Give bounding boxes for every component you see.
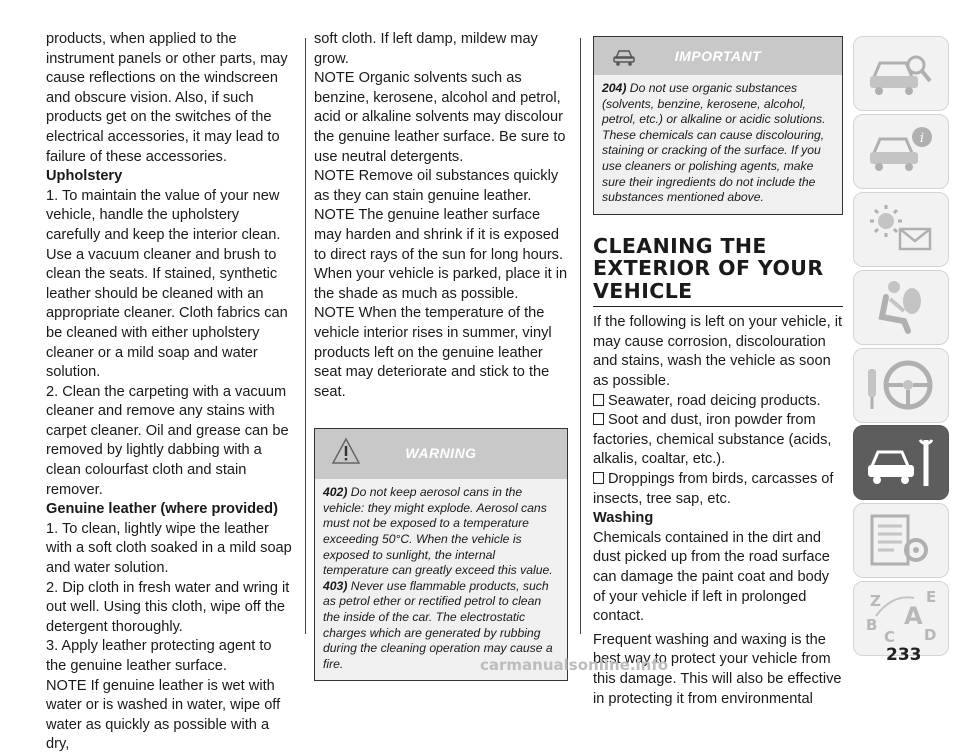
paragraph: Frequent washing and waxing is the best way to protect your vehicle from this damage. This will also be effective in protecting it from environmental [593, 631, 842, 707]
paragraph: 2. Clean the carpeting with a vacuum cleaner and remove any stains with carpet cleaner. Oil and grease can be removed by lightly dabbing with a clean colourfast cloth and stain remover. [46, 383, 289, 498]
important-title: IMPORTANT [674, 48, 762, 64]
heading-washing: Washing [593, 510, 654, 527]
sidebar-tab-car-search[interactable] [853, 36, 949, 111]
column-middle [314, 30, 568, 681]
column-left [46, 30, 294, 755]
section-title: CLEANING THE EXTERIOR OF YOUR VEHICLE [593, 235, 843, 308]
car-info-icon [864, 121, 940, 183]
checkbox-bullet-icon [593, 413, 604, 425]
paragraph: If the following is left on your vehicle, it may cause corrosion, discolouration and stains, wash the vehicle as soon as possible. [593, 314, 843, 390]
car-search-icon [864, 43, 940, 105]
paragraph: 3. Apply leather protecting agent to the genuine leather surface. [46, 638, 272, 674]
watermark: carmanualsonline.info [480, 656, 669, 674]
sidebar-tab-specs-list[interactable] [853, 503, 949, 578]
index-letter: C [884, 628, 896, 646]
important-text: Do not use organic substances (solvents, benzine, kerosene, alcohol, petrol, etc.) or alkaline or acidic solutions. These chemicals can cause discolouring, staining or cracking of the surface. If you use cleaners or polishing agents, make sure their ingredients do not include the substances mentioned above. [602, 81, 826, 205]
sidebar-tab-warning-lights[interactable] [853, 192, 949, 267]
paragraph: NOTE If genuine leather is wet with water or is washed in water, wipe off water as quickly as possible with a dry, [46, 677, 281, 753]
paragraph: soft cloth. If left damp, mildew may grow. [314, 31, 538, 67]
column-divider [305, 38, 306, 634]
paragraph: NOTE When the temperature of the vehicle interior rises in summer, vinyl products left on the genuine leather seat may deteriorate and stick to the seat. [314, 305, 552, 400]
list-item: Seawater, road deicing products. [593, 392, 843, 412]
paragraph: NOTE Remove oil substances quickly as they can stain genuine leather. [314, 168, 559, 204]
heading-upholstery: Upholstery [46, 168, 123, 185]
paragraph: 1. To maintain the value of your new vehicle, handle the upholstery carefully and keep the interior clean. Use a vacuum cleaner and brush to clean the seats. If stained, synthetic leather should be cleaned with an appropriate cleaner. Cloth fabrics can be cleaned with either upholstery cleaner or a mild soap and water solution. [46, 187, 288, 381]
paragraph: NOTE Organic solvents such as benzine, kerosene, alcohol and petrol, acid or alkaline solvents may discolour the genuine leather surface. Be sure to use neutral detergents. [314, 70, 566, 165]
paragraph: Chemicals contained in the dirt and dust picked up from the road surface can damage the paint coat and body of your vehicle if left in prolonged contact. [593, 529, 830, 625]
important-header [594, 37, 842, 75]
column-right [593, 36, 843, 709]
seat-airbag-icon [864, 277, 940, 339]
sidebar-tab-seat-airbag[interactable] [853, 270, 949, 345]
sidebar-tab-car-info[interactable] [853, 114, 949, 189]
sidebar-tab-steering-key[interactable] [853, 348, 949, 423]
heading-genuine-leather: Genuine leather (where provided) [46, 501, 278, 518]
index-letter: A [904, 602, 923, 630]
specs-list-icon [864, 510, 940, 572]
paragraph: 1. To clean, lightly wipe the leather with a soft cloth soaked in a mild soap and water solution. [46, 520, 292, 577]
warning-title: WARNING [405, 445, 477, 462]
index-letter: D [924, 626, 937, 644]
warning-ref-number: 402) [323, 485, 348, 500]
warning-text: Do not keep aerosol cans in the vehicle: they might explode. Aerosol cans must not be exposed to a temperature exceeding 50°C. When the vehicle is exposed to sunlight, the internal temperature can greatly exceed this value. [323, 485, 553, 578]
warning-header [315, 429, 567, 479]
column-divider [580, 38, 581, 634]
important-ref-number: 204) [602, 81, 627, 95]
index-letter: E [926, 588, 937, 606]
list-item: Droppings from birds, carcasses of insects, tree sap, etc. [593, 471, 834, 507]
paragraph: NOTE The genuine leather surface may harden and shrink if it is exposed to direct rays of the sun for long hours. When your vehicle is parked, place it in the shade as much as possible. [314, 207, 568, 302]
checkbox-bullet-icon [593, 394, 604, 406]
warning-text: Never use flammable products, such as petrol ether or rectified petrol to clean the inside of the car. The electrostatic charges which are generated by rubbing during the cleaning operation may cause a fire. [323, 578, 553, 671]
paragraph: products, when applied to the instrument panels or other parts, may cause reflections on the windscreen and obscure vision. Also, if such products get on the switches of the electrical accessories, it may lead to failure of these accessories. [46, 31, 288, 165]
index-letter: Z [870, 592, 881, 610]
warning-body [315, 479, 567, 680]
important-box [593, 36, 843, 215]
warning-lights-icon [864, 199, 940, 261]
index-letter: B [866, 616, 878, 634]
important-body [594, 75, 842, 214]
sidebar-tab-car-service[interactable] [853, 425, 949, 500]
steering-key-icon [864, 355, 940, 417]
alphabet-index-icon [864, 588, 940, 650]
car-service-icon [864, 432, 940, 494]
warning-box [314, 428, 568, 681]
page-number: 233 [886, 645, 922, 665]
list-item: Soot and dust, iron powder from factories, chemical substance (acids, alkalis, coaltar, etc.). [593, 412, 832, 468]
warning-ref-number: 403) [323, 578, 348, 593]
paragraph: 2. Dip cloth in fresh water and wring it out well. Using this cloth, wipe off the detergent thoroughly. [46, 579, 290, 635]
svg-text:i: i [919, 131, 925, 146]
checkbox-bullet-icon [593, 472, 604, 484]
